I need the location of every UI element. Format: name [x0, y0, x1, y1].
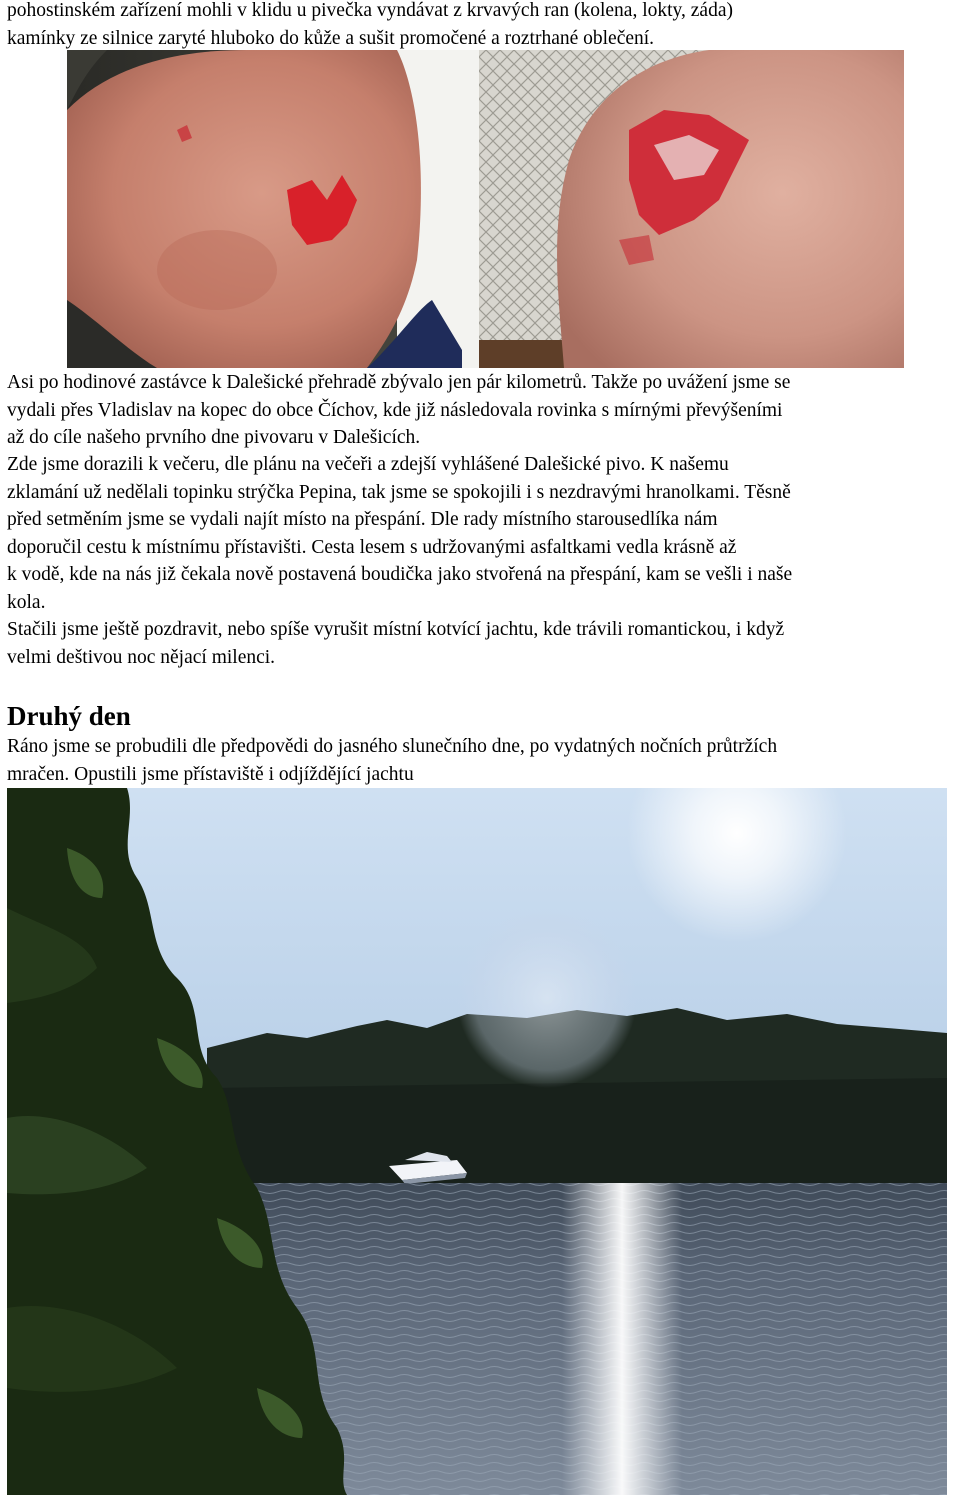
text-line: pohostinském zařízení mohli v klidu u pivečka vyndávat z krvavých ran (kolena, lokty, záda)	[7, 0, 733, 21]
text-line: doporučil cestu k místnímu přístavišti. Cesta lesem s udržovanými asfaltkami vedla krásně až	[7, 536, 737, 558]
photo-wounded-shoulder-image	[67, 50, 479, 368]
text-line: kamínky ze silnice zaryté hluboko do kůže a sušit promočené a roztrhané oblečení.	[7, 27, 655, 49]
photo-wounded-knee-image	[479, 50, 904, 368]
section-heading: Druhý den	[7, 701, 131, 731]
text-line: Zde jsme dorazili k večeru, dle plánu na večeři a zdejší vyhlášené Dalešické pivo. K našemu	[7, 454, 729, 475]
text-line: Ráno jsme se probudili dle předpovědi do jasného slunečního dne, po vydatných nočních průtržích	[7, 736, 778, 757]
text-line: Asi po hodinové zastávce k Dalešické přehradě zbývalo jen pár kilometrů. Takže po uvážení jsme se	[7, 372, 791, 393]
text-line: Stačili jsme ještě pozdravit, nebo spíše vyrušit místní kotvící jachtu, kde trávili romantickou, i když	[7, 619, 785, 640]
text-line: vydali přes Vladislav na kopec do obce Číchov, kde již následovala rovinka s mírnými převýšeními	[7, 399, 783, 421]
text-line: velmi deštivou noc nějací milenci.	[7, 646, 276, 668]
photo-wounded-knee	[479, 50, 904, 368]
photo-wounded-shoulder	[67, 50, 479, 368]
text-line: mračen. Opustili jsme přístaviště i odjíždějící jachtu	[7, 763, 414, 785]
paragraph-arrival	[7, 369, 955, 452]
text-line: kola.	[7, 591, 46, 613]
paragraph-yacht	[7, 616, 955, 671]
text-line: až do cíle našeho prvního dne pivovaru v Dalešicích.	[7, 427, 421, 448]
photo-lake-morning-image	[7, 788, 947, 1495]
text-line: k vodě, kde na nás již čekala nově postavená boudička jako stvořená na přespání, kam se vešli i naše	[7, 564, 793, 585]
text-line: před setměním jsme se vydali najít místo na přespání. Dle rady místního starousedlíka nám	[7, 509, 718, 530]
text-line: zklamání už nedělali topinku strýčka Pepina, tak jsme se spokojili i s nezdravými hranolkami. Těsně	[7, 481, 791, 503]
paragraph-dinner	[7, 451, 955, 616]
paragraph-day2	[7, 733, 955, 788]
paragraph-top	[7, 0, 955, 52]
photo-lake-morning	[7, 788, 947, 1495]
